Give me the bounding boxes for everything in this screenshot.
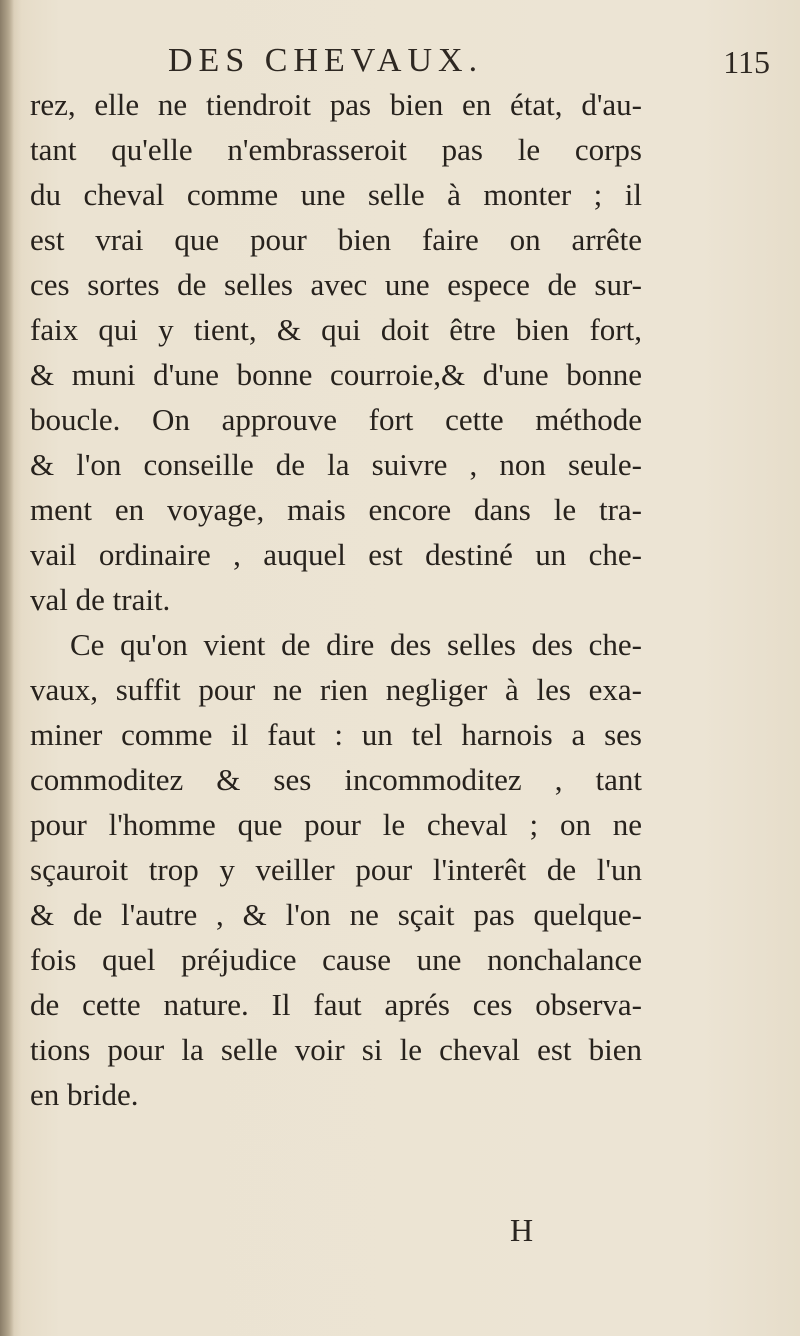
text-line: fois quel préjudice cause une nonchalance <box>30 942 642 977</box>
text-line: boucle. On approuve fort cette méthode <box>30 402 642 437</box>
text-line: & l'on conseille de la suivre , non seule- <box>30 447 642 482</box>
text-line: vail ordinaire , auquel est destiné un che- <box>30 537 642 572</box>
text-line: Ce qu'on vient de dire des selles des che- <box>70 627 642 662</box>
text-line: val de trait. <box>30 582 171 617</box>
text-line: miner comme il faut : un tel harnois a ses <box>30 717 642 752</box>
text-line: est vrai que pour bien faire on arrête <box>30 222 642 257</box>
text-line: de cette nature. Il faut aprés ces observa- <box>30 987 642 1022</box>
paragraph-2 <box>30 622 642 1117</box>
text-line: tant qu'elle n'embrasseroit pas le corps <box>30 132 642 167</box>
text-line: pour l'homme que pour le cheval ; on ne <box>30 807 642 842</box>
page-number: 115 <box>723 44 770 80</box>
text-line: tions pour la selle voir si le cheval est bien <box>30 1032 642 1067</box>
page-binding-shadow <box>0 0 14 1336</box>
text-line: faix qui y tient, & qui doit être bien fort, <box>30 312 642 347</box>
text-line: commoditez & ses incommoditez , tant <box>30 762 642 797</box>
paragraph-1 <box>30 82 642 622</box>
text-line: en bride. <box>30 1077 139 1112</box>
text-line: sçauroit trop y veiller pour l'interêt de l'un <box>30 852 642 887</box>
text-line: & de l'autre , & l'on ne sçait pas quelque- <box>30 897 642 932</box>
signature-mark: H <box>510 1212 534 1248</box>
text-line: rez, elle ne tiendroit pas bien en état, d'au- <box>30 87 642 122</box>
text-line: & muni d'une bonne courroie,& d'une bonne <box>30 357 642 392</box>
text-line: ment en voyage, mais encore dans le tra- <box>30 492 642 527</box>
text-line: vaux, suffit pour ne rien negliger à les exa- <box>30 672 642 707</box>
text-line: du cheval comme une selle à monter ; il <box>30 177 642 212</box>
text-line: ces sortes de selles avec une espece de sur- <box>30 267 642 302</box>
body-text <box>30 82 642 1117</box>
running-head: DES CHEVAUX. <box>168 42 484 79</box>
